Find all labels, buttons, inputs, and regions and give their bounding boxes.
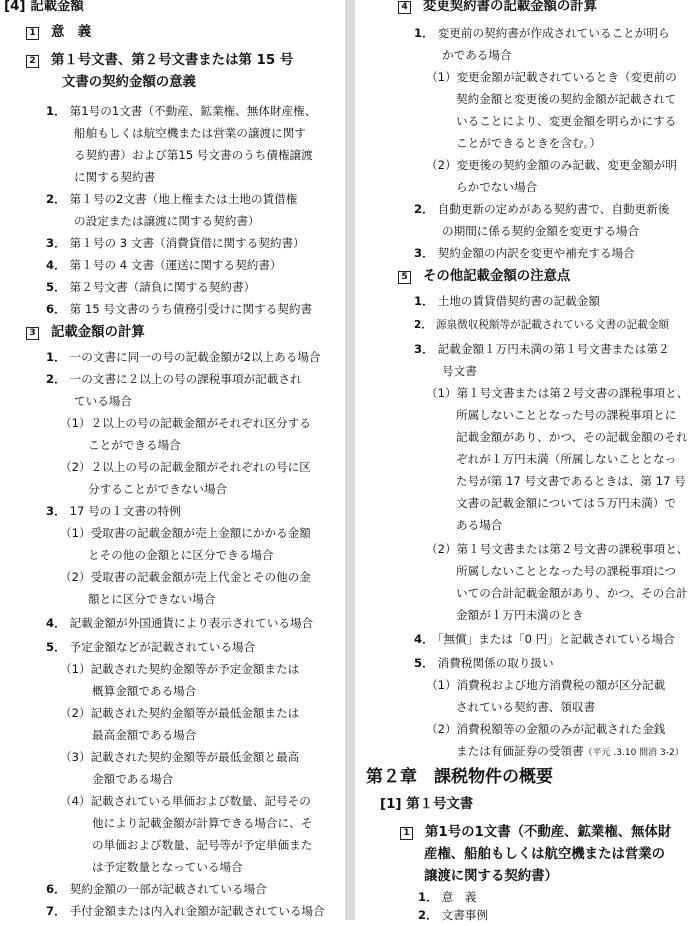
list-text: 契約金額の一部が記載されている場合	[69, 882, 267, 896]
item-c1-2	[418, 904, 488, 926]
list-number: 6．	[46, 882, 66, 896]
item-4-1-2-line2: らかでない場合	[456, 180, 538, 194]
item-3-2-1-line1: （1）２以上の号の記載金額がそれぞれ区分する	[60, 416, 311, 430]
list-text: 第 15 号文書のうち債務引受けに関する契約書	[69, 302, 313, 316]
list-number: 2．	[418, 908, 438, 922]
list-text: 意 義	[441, 890, 477, 904]
list-number: 2．	[46, 192, 66, 206]
item-4-1-line2: かである場合	[442, 48, 512, 62]
list-text: 一の文書に２以上の号の課税事項が記載され	[69, 372, 302, 386]
item-5-3-2-line3: いての合計記載金額があり、かつ、その合計	[456, 586, 688, 600]
list-text: 消費税関係の取り扱い	[437, 656, 554, 670]
item-5-3-line1	[414, 338, 670, 360]
item-2-1-line4: に関する契約書	[74, 170, 156, 184]
list-number: 1．	[46, 104, 66, 118]
list-text: 「無償」または「0 円」と記載されている場合	[437, 632, 675, 646]
list-number: 3．	[414, 342, 434, 356]
item-3-2-1-line2: ことができる場合	[88, 438, 181, 452]
item-2-heading	[26, 50, 293, 72]
item-5-5-2-line2	[456, 740, 684, 764]
list-text: 一の文書に同一の号の記載金額が2以上ある場合	[69, 350, 321, 364]
item-3-5-3-line2: 金額である場合	[92, 772, 174, 786]
column-divider	[345, 0, 355, 920]
item-5-4	[414, 628, 675, 650]
item-5-3-1-line7: ある場合	[456, 518, 503, 532]
number-box: 4	[398, 1, 411, 14]
list-number: 1．	[414, 26, 434, 40]
item-3-7	[46, 900, 325, 922]
list-number: 3．	[414, 246, 434, 260]
list-text: 土地の賃貸借契約書の記載金額	[437, 294, 600, 308]
item-3-3-1-line1: （1）受取書の記載金額が売上金額にかかる金額	[60, 526, 311, 540]
list-number: 4．	[46, 258, 66, 272]
item-5-3-1-line6: 文書の記載金額については５万円未満）で	[456, 496, 677, 510]
item-5-1	[414, 290, 600, 312]
item-5-3-1-line1: （1）第１号文書または第２号文書の課税事項と、	[426, 386, 689, 400]
list-number: 2．	[46, 372, 66, 386]
item-5-3-1-line4: ぞれが１万円未満（所属しないこととなっ	[456, 452, 677, 466]
item-2-3	[46, 232, 305, 254]
list-number: 3．	[46, 504, 66, 518]
item-3-5	[46, 636, 255, 658]
list-text: 第１号の 3 文書（消費貸借に関する契約書）	[69, 236, 305, 250]
list-text: 文書事例	[441, 908, 489, 922]
item-5-2	[414, 314, 669, 336]
item-1-title: 意 義	[51, 25, 92, 40]
item-3-5-4-line4: は予定数量となっている場合	[92, 860, 243, 874]
item-5-3-line2: 号文書	[442, 364, 477, 378]
item-4-2-line1	[414, 198, 669, 220]
list-text: 自動更新の定めがある契約書で、自動更新後	[437, 202, 670, 216]
reference-note: （平元 .3.10 間消 3-2）	[583, 748, 684, 758]
list-text: 第２号文書（請負に関する契約書）	[69, 280, 256, 294]
list-number: 4．	[46, 616, 66, 630]
item-5-3-1-line2: 所属しないこととなった号の課税事項とに	[456, 408, 677, 422]
list-number: 4．	[414, 632, 434, 646]
item-3-3-2-line1: （2）受取書の記載金額が売上代金とその他の金	[60, 570, 311, 584]
item-4-1-1-line3: いることにより、変更金額を明らかにする	[456, 114, 677, 128]
item-3-5-2-line2: 最高金額である場合	[92, 728, 197, 742]
item-4-1-1-line4: ことができるときを含む。）	[456, 136, 601, 150]
item-4-1-line1	[414, 22, 670, 44]
list-text: 契約金額の内訳を変更や補充する場合	[437, 246, 635, 260]
item-3-5-4-line2: 他により記載金額が計算できる場合に、そ	[92, 816, 313, 830]
list-number: 3．	[46, 236, 66, 250]
list-number: 1．	[418, 890, 438, 904]
item-2-4	[46, 254, 282, 276]
list-text: 第1号の1文書（不動産、鉱業権、無体財産権、	[69, 104, 317, 118]
item-4-1-1-line2: 契約金額と変更後の契約金額が記載されて	[456, 92, 677, 106]
list-number: 6．	[46, 302, 66, 316]
chapter-2-heading: 第２章 課税物件の概要	[366, 767, 553, 787]
item-2-2-line1	[46, 188, 297, 210]
number-box: 5	[398, 271, 411, 284]
item-3-heading	[26, 322, 145, 344]
item-5-5-1-line2: されている契約書、領収書	[456, 700, 596, 714]
item-2-1-line2: 船舶もしくは航空機または営業の譲渡に関す	[74, 126, 306, 140]
item-2-1-line1	[46, 100, 316, 122]
item-3-5-3-line1: （3）記載された契約金額等が最低金額と最高	[60, 750, 300, 764]
section-1-heading: [1] 第１号文書	[380, 797, 474, 812]
list-text: 17 号の１文書の特例	[69, 504, 181, 518]
list-text: 手付金額または内入れ金額が記載されている場合	[69, 904, 325, 918]
item-3-2-2-line2: 分することができない場合	[88, 482, 228, 496]
list-number: 5．	[414, 656, 434, 670]
item-c1-title-line1: 第1号の1文書（不動産、鉱業権、無体財	[425, 825, 672, 840]
item-c1-heading-line1	[400, 822, 671, 844]
item-2-1-line3: る契約書）および第15 号文書のうち債権譲渡	[74, 148, 313, 162]
item-5-3-2-line1: （2）第１号文書または第２号文書の課税事項と、	[426, 542, 689, 556]
item-2-5	[46, 276, 255, 298]
item-5-5-2-line1: （2）消費税額等の金額のみが記載された金銭	[426, 722, 666, 736]
list-number: 2．	[414, 202, 434, 216]
number-box: 2	[26, 55, 39, 68]
list-number: 5．	[46, 280, 66, 294]
list-text: 源泉徴収税額等が記載されている文書の記載金額	[435, 319, 670, 331]
section-4-heading: [4] 記載金額	[4, 0, 84, 14]
list-text: 記載金額１万円未満の第１号文書または第２	[437, 342, 670, 356]
list-number: 7．	[46, 904, 66, 918]
list-text: 変更前の契約書が作成されていることが明ら	[437, 26, 670, 40]
item-5-3-2-line4: 金額が１万円未満のとき	[456, 608, 584, 622]
item-2-2-line2: の設定または譲渡に関する契約書）	[74, 214, 260, 228]
item-4-3	[414, 242, 635, 264]
number-box: 1	[26, 27, 39, 40]
item-3-title: 記載金額の計算	[51, 325, 145, 340]
list-text: 記載金額が外国通貨により表示されている場合	[69, 616, 314, 630]
item-3-5-1-line1: （1）記載された契約金額等が予定金額または	[60, 662, 300, 676]
item-2-title-line2: 文書の契約金額の意義	[62, 75, 196, 90]
item-2-title-line1: 第１号文書、第２号文書または第 15 号	[51, 53, 294, 68]
item-2-6	[46, 298, 312, 320]
item-5-title: その他記載金額の注意点	[423, 269, 571, 284]
list-number: 1．	[414, 294, 434, 308]
number-box: 3	[26, 327, 39, 340]
list-text: 第１号の 4 文書（運送に関する契約書）	[69, 258, 282, 272]
item-5-5-1-line1: （1）消費税および地方消費税の額が区分記載	[426, 678, 666, 692]
list-number: 5．	[46, 640, 66, 654]
item-4-1-2-line1: （2）変更後の契約金額のみ記載、変更金額が明	[426, 158, 677, 172]
item-c1-title-line2: 産権、船舶もしくは航空機または営業の	[424, 847, 666, 862]
item-3-5-2-line1: （2）記載された契約金額等が最低金額または	[60, 706, 300, 720]
list-text: または有価証券の受領書	[456, 744, 584, 758]
list-text: 予定金額などが記載されている場合	[69, 640, 256, 654]
item-3-5-1-line2: 概算金額である場合	[92, 684, 197, 698]
item-4-heading	[398, 0, 597, 18]
item-3-3-2-line2: 額とに区分できない場合	[88, 592, 216, 606]
item-4-1-1-line1: （1）変更金額が記載されているとき（変更前の	[426, 70, 677, 84]
list-number: 2．	[414, 319, 432, 331]
item-3-5-4-line3: の単価および数量、記号等が予定単価また	[92, 838, 313, 852]
item-3-3	[46, 500, 181, 522]
item-3-1	[46, 346, 321, 368]
item-5-heading	[398, 266, 570, 288]
item-3-5-4-line1: （4）記載されている単価および数量、記号その	[60, 794, 311, 808]
item-5-3-1-line5: た号が第 17 号文書であるときは、第 17 号	[456, 474, 686, 488]
item-3-4	[46, 612, 313, 634]
list-text: 第１号の2文書（地上権または土地の賃借権	[69, 192, 298, 206]
item-5-3-2-line2: 所属しないこととなった号の課税事項につ	[456, 564, 677, 578]
item-5-3-1-line3: 記載金額があり、かつ、その記載金額のそれ	[456, 430, 688, 444]
item-3-2-line2: ている場合	[74, 394, 132, 408]
item-3-3-1-line2: とその他の金額とに区分できる場合	[88, 548, 274, 562]
item-4-title: 変更契約書の記載金額の計算	[423, 0, 598, 14]
item-3-6	[46, 878, 267, 900]
item-4-2-line2: の期間に係る契約金額を変更する場合	[442, 224, 640, 238]
item-3-2-line1	[46, 368, 302, 390]
item-1-heading	[26, 22, 91, 44]
item-3-2-2-line1: （2）２以上の号の記載金額がそれぞれの号に区	[60, 460, 311, 474]
item-5-5	[414, 652, 554, 674]
number-box: 1	[400, 827, 413, 840]
item-c1-title-line3: 譲渡に関する契約書）	[424, 869, 558, 884]
list-number: 1．	[46, 350, 66, 364]
